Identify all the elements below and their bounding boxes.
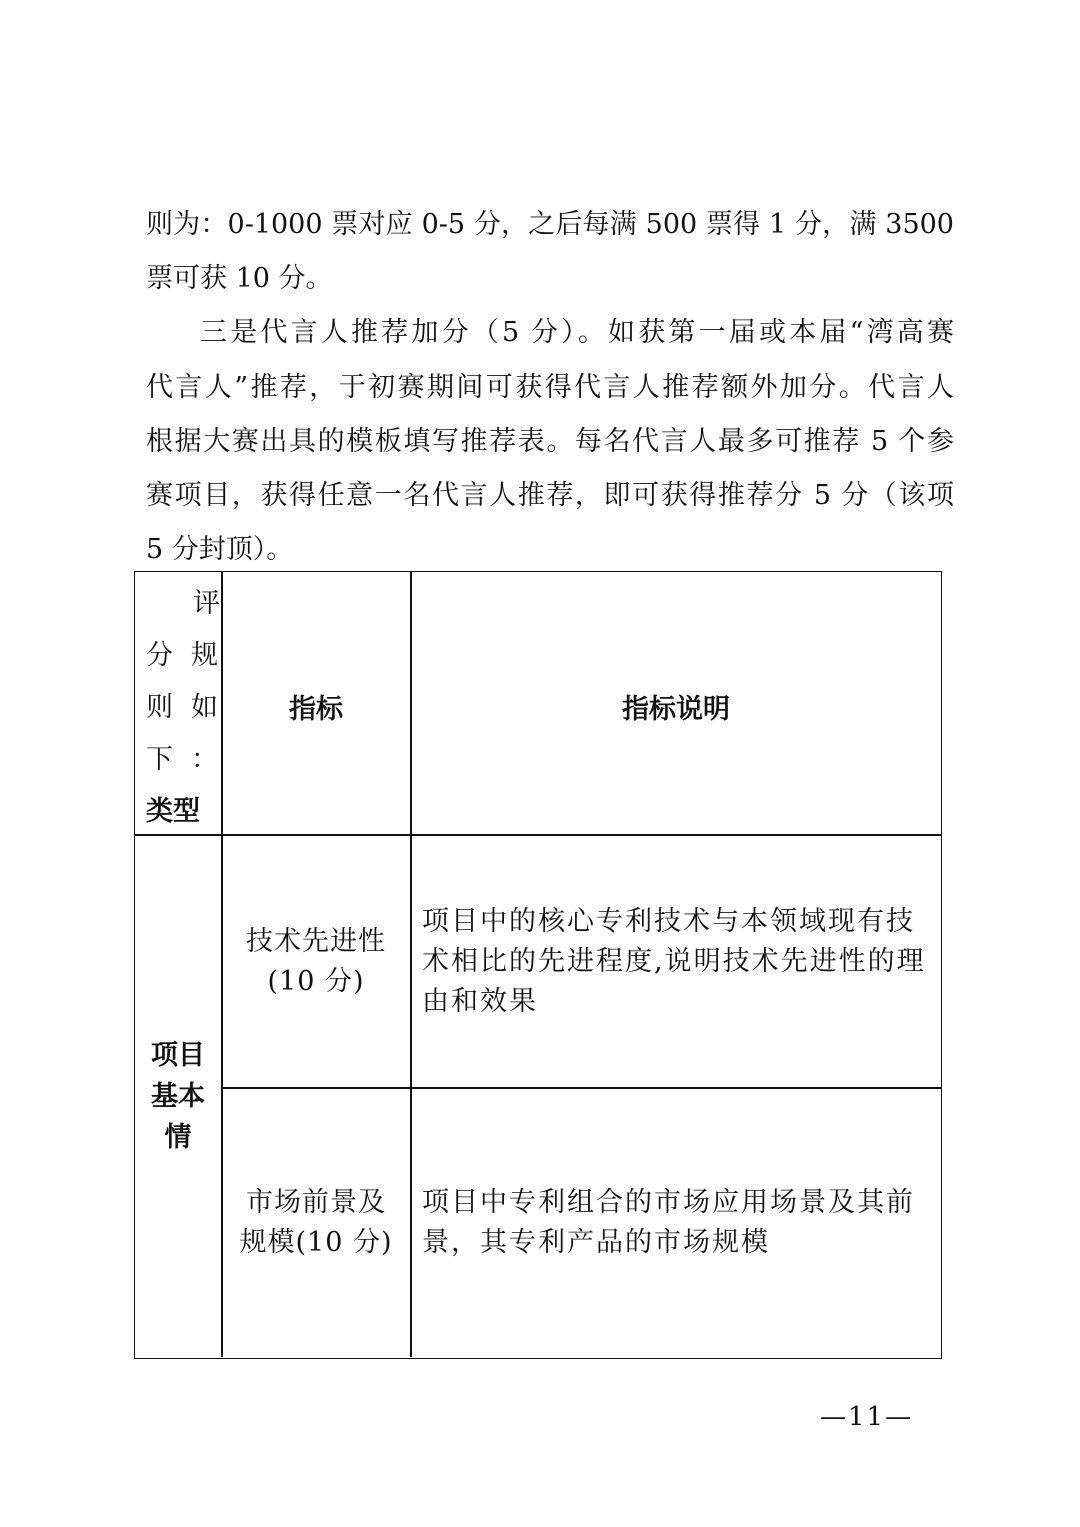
paragraph-line-4: 代言人”推荐，于初赛期间可获得代言人推荐额外加分。代言人: [146, 372, 954, 403]
indicator-tech: [224, 922, 408, 1002]
header-indicator: 指标: [289, 694, 343, 725]
paragraph-line-6: 赛项目，获得任意一名代言人推荐，即可获得推荐分 5 分（该项: [146, 480, 954, 511]
paragraph-line-7: 5 分封顶）。: [146, 534, 294, 565]
indicator-market: [224, 1183, 408, 1263]
indicator-line: (10 分): [267, 966, 365, 997]
paragraph-line-3: 三是代言人推荐加分（5 分）。如获第一届或本届“湾高赛: [200, 317, 954, 348]
paragraph-line-2: 票可获 10 分。: [146, 263, 333, 294]
header-type-line: 分 规: [146, 640, 218, 671]
header-type-line: 评: [193, 588, 220, 619]
category-cell: [136, 1035, 220, 1158]
header-type-line: 则 如: [146, 692, 218, 723]
header-type-cell: [146, 578, 224, 838]
header-type-line: 下 ：: [146, 744, 218, 775]
category-line: 基本: [151, 1081, 205, 1112]
paragraph-line-1: 则为：0-1000 票对应 0-5 分，之后每满 500 票得 1 分，满 3500: [146, 209, 954, 240]
indicator-line: 技术先进性: [246, 926, 386, 957]
indicator-line: 规模(10 分): [239, 1227, 393, 1258]
indicator-line: 市场前景及: [246, 1187, 386, 1218]
header-indicator-description: 指标说明: [622, 694, 730, 725]
paragraph-line-5: 根据大赛出具的模板填写推荐表。每名代言人最多可推荐 5 个参: [146, 426, 954, 457]
table-divider-header: [221, 834, 941, 836]
table-divider-row: [221, 1087, 941, 1089]
description-tech: 项目中的核心专利技术与本领域现有技术相比的先进程度,说明技术先进性的理由和效果: [422, 906, 926, 1017]
header-type-label: 类型: [146, 796, 200, 827]
description-market: 项目中专利组合的市场应用场景及其前景，其专利产品的市场规模: [422, 1187, 915, 1258]
page-number: —11—: [820, 1402, 914, 1432]
category-line: 情: [164, 1122, 192, 1153]
category-line: 项目: [151, 1040, 205, 1071]
